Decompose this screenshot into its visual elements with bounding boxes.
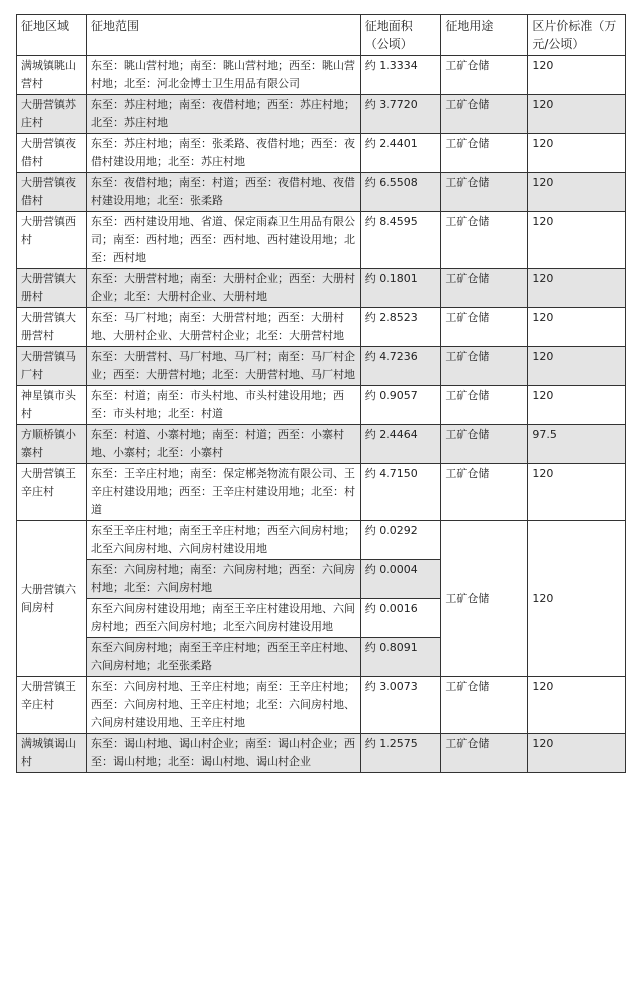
- cell-price: 120: [528, 173, 626, 212]
- header-use: 征地用途: [441, 15, 528, 56]
- table-row: [17, 95, 626, 134]
- cell-region: 大册营镇大册村: [17, 269, 87, 308]
- cell-use: 工矿仓储: [441, 56, 528, 95]
- header-area: 征地面积（公顷）: [360, 15, 441, 56]
- cell-use: 工矿仓储: [441, 269, 528, 308]
- table-row: [17, 464, 626, 521]
- cell-area: 约 4.7150: [360, 464, 441, 521]
- cell-scope: 东至：谒山村地、谒山村企业；南至：谒山村企业；西至：谒山村地；北至：谒山村地、谒山村企业: [87, 734, 361, 773]
- table-row: [17, 134, 626, 173]
- cell-use: 工矿仓储: [441, 425, 528, 464]
- cell-region: 大册营镇夜借村: [17, 134, 87, 173]
- land-requisition-document: [16, 14, 626, 773]
- cell-area: 约 8.4595: [360, 212, 441, 269]
- cell-area: 约 0.0292: [360, 521, 441, 560]
- cell-price: 97.5: [528, 425, 626, 464]
- table-row: [17, 386, 626, 425]
- cell-scope: 东至：马厂村地；南至：大册营村地；西至：大册村地、大册村企业、大册营村企业；北至：大册营村地: [87, 308, 361, 347]
- cell-price: 120: [528, 134, 626, 173]
- cell-area: 约 3.7720: [360, 95, 441, 134]
- cell-area: 约 2.4464: [360, 425, 441, 464]
- table-row: [17, 308, 626, 347]
- table-row: [17, 425, 626, 464]
- cell-scope: 东至六间房村地；南至王辛庄村地；西至王辛庄村地、六间房村地；北至张柔路: [87, 638, 361, 677]
- cell-scope: 东至六间房村建设用地；南至王辛庄村建设用地、六间房村地；西至六间房村地；北至六间房村建设用地: [87, 599, 361, 638]
- cell-use: 工矿仓储: [441, 464, 528, 521]
- table-row: [17, 677, 626, 734]
- cell-price: 120: [528, 521, 626, 677]
- cell-region: 大册营镇苏庄村: [17, 95, 87, 134]
- cell-scope: 东至：王辛庄村地；南至：保定郴尧物流有限公司、王辛庄村建设用地；西至：王辛庄村建设用地；北至：村道: [87, 464, 361, 521]
- table-row: [17, 734, 626, 773]
- cell-region: 方顺桥镇小寨村: [17, 425, 87, 464]
- header-region: 征地区域: [17, 15, 87, 56]
- cell-region: 大册营镇西村: [17, 212, 87, 269]
- cell-price: 120: [528, 269, 626, 308]
- cell-use: 工矿仓储: [441, 347, 528, 386]
- table-row: [17, 269, 626, 308]
- cell-area: 约 0.8091: [360, 638, 441, 677]
- cell-scope: 东至：眺山营村地；南至：眺山营村地；西至：眺山营村地；北至：河北金博士卫生用品有限公司: [87, 56, 361, 95]
- cell-use: 工矿仓储: [441, 95, 528, 134]
- cell-area: 约 0.0004: [360, 560, 441, 599]
- cell-price: 120: [528, 464, 626, 521]
- table-row: [17, 173, 626, 212]
- cell-use: 工矿仓储: [441, 521, 528, 677]
- cell-price: 120: [528, 677, 626, 734]
- cell-area: 约 0.9057: [360, 386, 441, 425]
- cell-region: 大册营镇王辛庄村: [17, 464, 87, 521]
- cell-use: 工矿仓储: [441, 134, 528, 173]
- cell-scope: 东至：六间房村地、王辛庄村地；南至：王辛庄村地；西至：六间房村地、王辛庄村地；北至：六间房村地、六间房村建设用地、王辛庄村地: [87, 677, 361, 734]
- cell-use: 工矿仓储: [441, 734, 528, 773]
- cell-scope: 东至：大册营村、马厂村地、马厂村；南至：马厂村企业；西至：大册营村地；北至：大册营村地、马厂村地: [87, 347, 361, 386]
- cell-price: 120: [528, 308, 626, 347]
- cell-area: 约 3.0073: [360, 677, 441, 734]
- cell-use: 工矿仓储: [441, 386, 528, 425]
- cell-scope: 东至：苏庄村地；南至：夜借村地；西至：苏庄村地；北至：苏庄村地: [87, 95, 361, 134]
- table-row: [17, 347, 626, 386]
- cell-price: 120: [528, 734, 626, 773]
- header-price: 区片价标准（万元/公顷）: [528, 15, 626, 56]
- cell-price: 120: [528, 347, 626, 386]
- cell-use: 工矿仓储: [441, 212, 528, 269]
- cell-area: 约 4.7236: [360, 347, 441, 386]
- cell-use: 工矿仓储: [441, 677, 528, 734]
- table-body: [17, 56, 626, 773]
- cell-price: 120: [528, 95, 626, 134]
- cell-region: 大册营镇王辛庄村: [17, 677, 87, 734]
- cell-area: 约 2.4401: [360, 134, 441, 173]
- cell-scope: 东至：六间房村地；南至：六间房村地；西至：六间房村地；北至：六间房村地: [87, 560, 361, 599]
- cell-region: 大册营镇大册营村: [17, 308, 87, 347]
- cell-region: 满城镇眺山营村: [17, 56, 87, 95]
- cell-scope: 东至：苏庄村地；南至：张柔路、夜借村地；西至：夜借村建设用地；北至：苏庄村地: [87, 134, 361, 173]
- header-scope: 征地范围: [87, 15, 361, 56]
- cell-scope: 东至：村道、小寨村地；南至：村道；西至：小寨村地、小寨村；北至：小寨村: [87, 425, 361, 464]
- cell-area: 约 6.5508: [360, 173, 441, 212]
- cell-scope: 东至：夜借村地；南至：村道；西至：夜借村地、夜借村建设用地；北至：张柔路: [87, 173, 361, 212]
- cell-scope: 东至王辛庄村地；南至王辛庄村地；西至六间房村地；北至六间房村地、六间房村建设用地: [87, 521, 361, 560]
- cell-scope: 东至：西村建设用地、省道、保定雨森卫生用品有限公司；南至：西村地；西至：西村地、西村建设用地；北至：西村地: [87, 212, 361, 269]
- cell-scope: 东至：大册营村地；南至：大册村企业；西至：大册村企业；北至：大册村企业、大册村地: [87, 269, 361, 308]
- cell-price: 120: [528, 56, 626, 95]
- cell-region: 大册营镇夜借村: [17, 173, 87, 212]
- cell-area: 约 0.1801: [360, 269, 441, 308]
- cell-scope: 东至：村道；南至：市头村地、市头村建设用地；西至：市头村地；北至：村道: [87, 386, 361, 425]
- cell-area: 约 1.3334: [360, 56, 441, 95]
- cell-region: 大册营镇六间房村: [17, 521, 87, 677]
- cell-use: 工矿仓储: [441, 173, 528, 212]
- table-row-group: [17, 521, 626, 560]
- cell-price: 120: [528, 212, 626, 269]
- table-header-row: [17, 15, 626, 56]
- table-row: [17, 212, 626, 269]
- cell-region: 神星镇市头村: [17, 386, 87, 425]
- cell-area: 约 1.2575: [360, 734, 441, 773]
- cell-use: 工矿仓储: [441, 308, 528, 347]
- cell-region: 大册营镇马厂村: [17, 347, 87, 386]
- land-requisition-table: [16, 14, 626, 773]
- cell-region: 满城镇谒山村: [17, 734, 87, 773]
- cell-area: 约 2.8523: [360, 308, 441, 347]
- cell-price: 120: [528, 386, 626, 425]
- table-row: [17, 56, 626, 95]
- cell-area: 约 0.0016: [360, 599, 441, 638]
